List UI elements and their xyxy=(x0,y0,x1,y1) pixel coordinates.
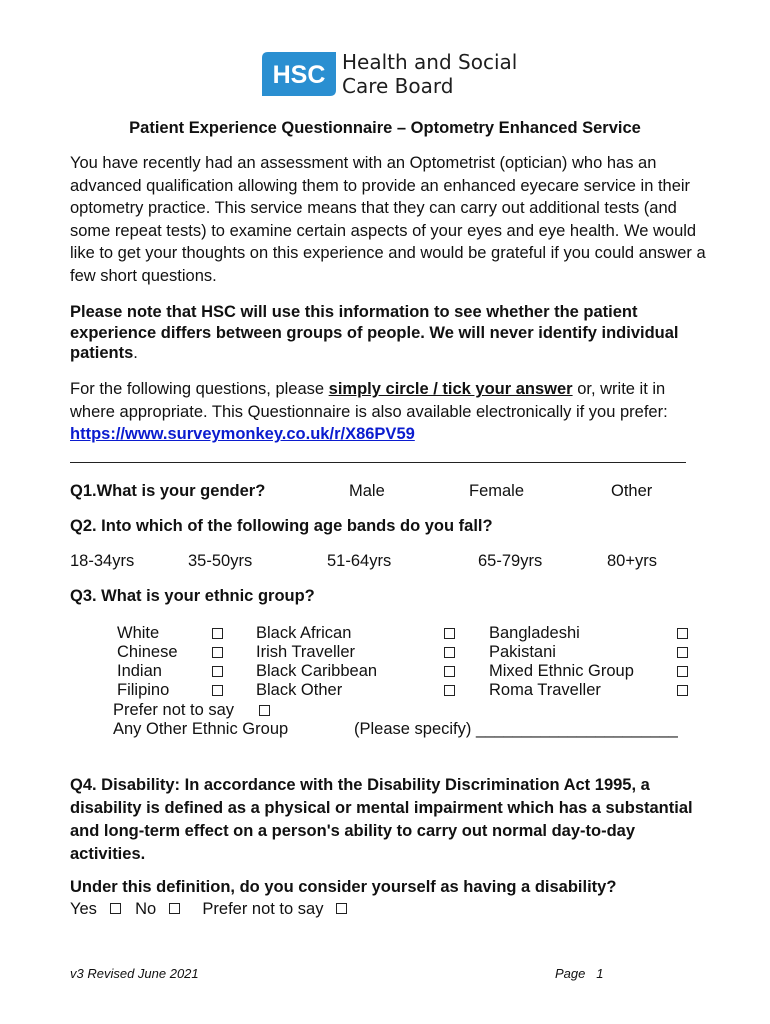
ethnic-black-african: Black African xyxy=(256,624,352,642)
footer-page-label: Page xyxy=(555,966,586,981)
privacy-note-text: Please note that HSC will use this information to see whether the patient experience differs between groups of people. We will never identify individual patients xyxy=(70,303,679,362)
q2-option-80-plus[interactable]: 80+yrs xyxy=(607,552,657,570)
ethnic-indian: Indian xyxy=(117,662,162,680)
q4-options xyxy=(70,900,347,919)
q2-option-18-34[interactable]: 18-34yrs xyxy=(70,552,135,570)
ethnic-black-african-checkbox[interactable] xyxy=(444,628,455,639)
intro-paragraph: You have recently had an assessment with an Optometrist (optician) who has an advanced qualification allowing them to provide an enhanced eyecare service in their optometry practice. This service means that they can carry out additional tests (and some repeat tests) to examine certain aspects of your eyes and eye health. We would like to get your thoughts on this experience and would be grateful if you could answer a few short questions. xyxy=(70,154,706,285)
ethnic-chinese: Chinese xyxy=(117,643,178,661)
ethnic-prefer-not-checkbox[interactable] xyxy=(259,705,270,716)
ethnic-pakistani-checkbox[interactable] xyxy=(677,647,688,658)
q1-option-female[interactable]: Female xyxy=(469,482,525,500)
ethnic-roma-traveller-checkbox[interactable] xyxy=(677,685,688,696)
footer-page xyxy=(555,966,603,981)
q2-option-51-64[interactable]: 51-64yrs xyxy=(327,552,392,570)
ethnic-chinese-checkbox[interactable] xyxy=(212,647,223,658)
instructions xyxy=(70,378,710,446)
ethnic-white-checkbox[interactable] xyxy=(212,628,223,639)
q4-no-checkbox[interactable] xyxy=(169,903,180,914)
ethnic-bangladeshi: Bangladeshi xyxy=(489,624,580,642)
ethnic-other: Any Other Ethnic Group xyxy=(113,720,289,738)
footer-version: v3 Revised June 2021 xyxy=(70,966,199,981)
q4-prefer-not-checkbox[interactable] xyxy=(336,903,347,914)
ethnic-indian-checkbox[interactable] xyxy=(212,666,223,677)
ethnic-roma-traveller: Roma Traveller xyxy=(489,681,601,699)
ethnic-mixed: Mixed Ethnic Group xyxy=(489,662,634,680)
ethnic-filipino-checkbox[interactable] xyxy=(212,685,223,696)
instructions-emphasis: simply circle / tick your answer xyxy=(328,380,573,398)
q4-label: Q4. Disability: In accordance with the Disability Discrimination Act 1995, a disability is defined as a physical or mental impairment which has a substantial and long-term effect on a person's ability to carry out normal day-to-day activities. xyxy=(70,776,693,863)
q2-option-35-50[interactable]: 35-50yrs xyxy=(188,552,253,570)
ethnic-mixed-checkbox[interactable] xyxy=(677,666,688,677)
ethnic-filipino: Filipino xyxy=(117,681,170,699)
ethnic-black-other-checkbox[interactable] xyxy=(444,685,455,696)
ethnic-black-other: Black Other xyxy=(256,681,343,699)
q2-label: Q2. Into which of the following age bands do you fall? xyxy=(70,517,493,535)
q2-option-65-79[interactable]: 65-79yrs xyxy=(478,552,543,570)
privacy-note xyxy=(70,302,710,364)
ethnic-other-specify[interactable]: (Please specify) ______________________ xyxy=(354,720,678,738)
footer-page-number: 1 xyxy=(596,966,604,981)
divider-line xyxy=(70,462,686,463)
ethnic-prefer-not: Prefer not to say xyxy=(113,701,235,719)
document-title: Patient Experience Questionnaire – Optometry Enhanced Service xyxy=(129,119,641,137)
hsc-logo-badge xyxy=(262,52,336,96)
q1-option-male[interactable]: Male xyxy=(349,482,385,500)
q4-yes-checkbox[interactable] xyxy=(110,903,121,914)
q3-label: Q3. What is your ethnic group? xyxy=(70,587,315,605)
privacy-note-end: . xyxy=(133,344,138,362)
hsc-logo xyxy=(262,50,522,100)
ethnic-bangladeshi-checkbox[interactable] xyxy=(677,628,688,639)
q4-option-prefer-not: Prefer not to say xyxy=(202,900,324,918)
ethnic-irish-traveller-checkbox[interactable] xyxy=(444,647,455,658)
q1-option-other[interactable]: Other xyxy=(611,482,653,500)
survey-link[interactable]: https://www.surveymonkey.co.uk/r/X86PV59 xyxy=(70,425,415,444)
ethnic-pakistani: Pakistani xyxy=(489,643,556,661)
ethnic-black-caribbean: Black Caribbean xyxy=(256,662,378,680)
instructions-pre: For the following questions, please xyxy=(70,380,329,398)
ethnic-black-caribbean-checkbox[interactable] xyxy=(444,666,455,677)
q1-label: Q1.What is your gender? xyxy=(70,482,266,500)
ethnic-irish-traveller: Irish Traveller xyxy=(256,643,356,661)
logo-line-2: Care Board xyxy=(342,74,454,98)
instructions-mid: or, write it in where appropriate. This Questionnaire is also available electronically if you prefer: xyxy=(70,380,668,421)
logo-line-1: Health and Social xyxy=(342,50,518,74)
q4-option-no: No xyxy=(135,900,157,918)
logo-badge-text: HSC xyxy=(272,61,326,89)
q4-option-yes: Yes xyxy=(70,900,97,918)
q4-question: Under this definition, do you consider yourself as having a disability? xyxy=(70,878,617,896)
ethnic-white: White xyxy=(117,624,160,642)
